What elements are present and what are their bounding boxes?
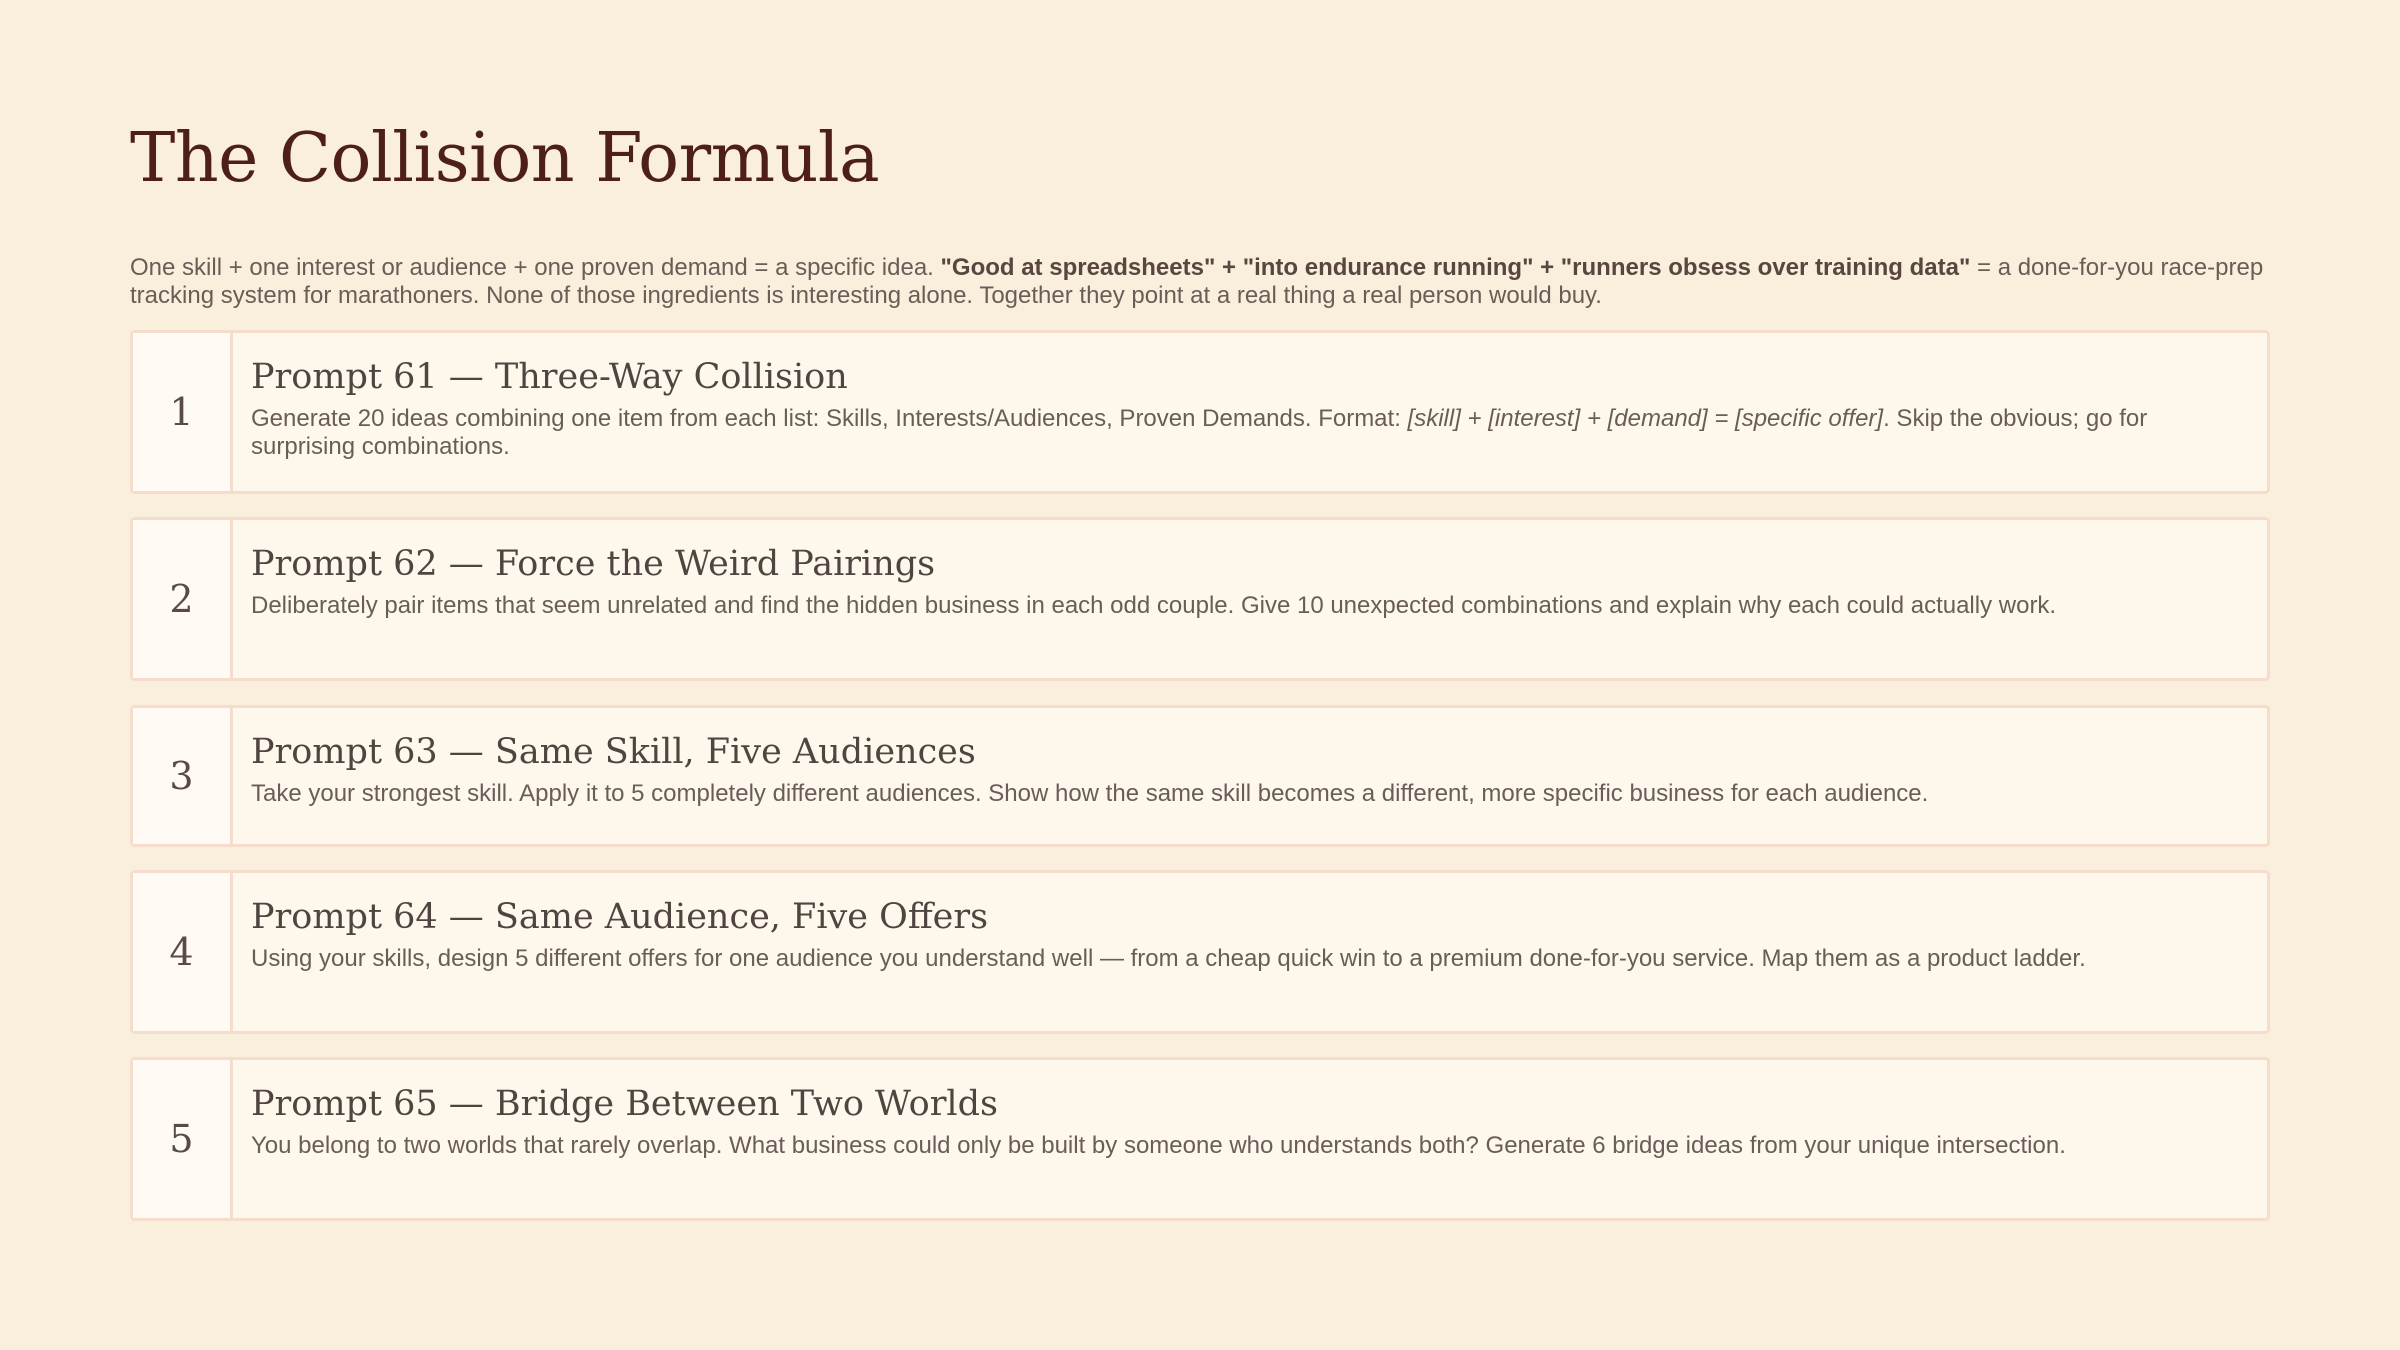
prompt-description: Take your strongest skill. Apply it to 5 completely different audiences. Show how the same skill becomes a different, more specific business for each audience. [251,780,1929,807]
prompt-content [233,873,2267,1031]
prompt-card [130,1057,2270,1221]
prompt-description-lead: Generate 20 ideas combining one item from each list: Skills, Interests/Audiences, Proven Demands. Format: [251,405,1408,432]
prompt-number: 4 [133,873,233,1031]
prompt-description-tail: . Skip the obvious; go for surprising combinations. [251,405,2148,460]
prompt-title: Prompt 62 — Force the Weird Pairings [251,544,936,584]
prompt-content [233,333,2267,491]
prompt-number: 3 [133,708,233,844]
intro-example: "Good at spreadsheets" + "into endurance running" + "runners obsess over training data" [940,254,1971,281]
prompt-card [130,330,2270,494]
prompt-description: Deliberately pair items that seem unrelated and find the hidden business in each odd couple. Give 10 unexpected combinations and explain why each could actually work. [251,592,2057,619]
prompt-title: Prompt 61 — Three-Way Collision [251,357,848,397]
prompt-title: Prompt 63 — Same Skill, Five Audiences [251,732,976,772]
prompt-content [233,708,2267,844]
prompt-number: 1 [133,333,233,491]
prompt-description: You belong to two worlds that rarely overlap. What business could only be built by someone who understands both? Generate 6 bridge ideas from your unique intersection. [251,1132,2066,1159]
prompt-title: Prompt 65 — Bridge Between Two Worlds [251,1084,998,1124]
page-title: The Collision Formula [130,119,880,198]
prompt-number: 2 [133,520,233,678]
prompt-format: [skill] + [interest] + [demand] = [specific offer] [1407,405,1884,432]
prompt-description: Using your skills, design 5 different offers for one audience you understand well — from a cheap quick win to a premium done-for-you service. Map them as a product ladder. [251,945,2086,972]
prompt-title: Prompt 64 — Same Audience, Five Offers [251,897,989,937]
prompt-card [130,870,2270,1034]
prompt-card [130,705,2270,847]
prompt-number: 5 [133,1060,233,1218]
prompt-description [251,405,2237,461]
prompt-card [130,517,2270,681]
prompt-content [233,1060,2267,1218]
intro-lead: One skill + one interest or audience + one proven demand = a specific idea. [130,254,941,281]
intro-paragraph [130,254,2270,310]
prompt-content [233,520,2267,678]
intro-tail: = a done-for-you race-prep tracking system for marathoners. None of those ingredients is interesting alone. Together they point at a real thing a real person would buy. [130,254,2264,309]
